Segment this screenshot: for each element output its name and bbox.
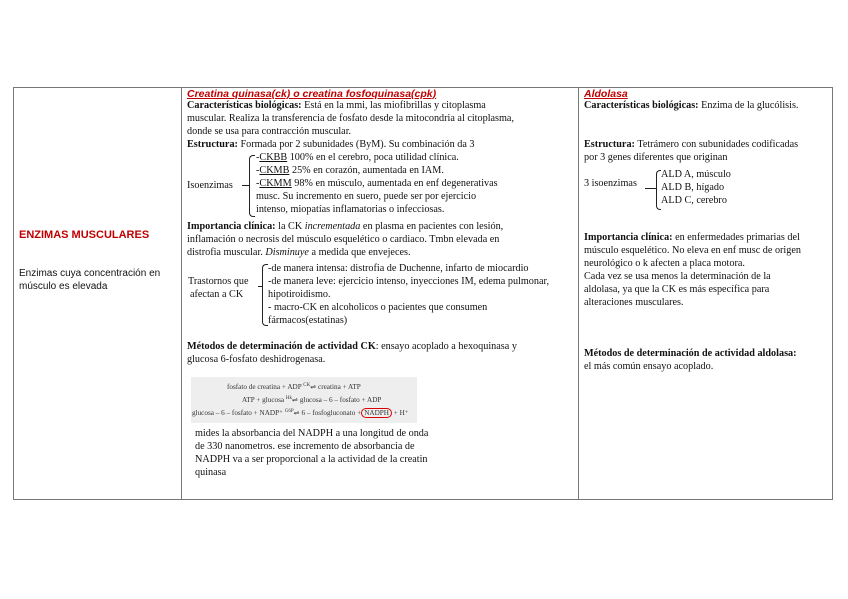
reactants: fosfato de creatina + ADP bbox=[227, 383, 302, 391]
enzyme: G6P bbox=[284, 409, 294, 414]
trastorno-item: -de manera leve: ejercicio intenso, inyecciones IM, edema pulmonar, bbox=[268, 276, 550, 287]
isoenzima-item: -CKMM 98% en músculo, aumentada en enf degenerativas bbox=[256, 178, 498, 189]
ck-caracteristicas-line: muscular. Realiza la transferencia de fosfato desde la mitocondria al citoplasma, bbox=[187, 113, 514, 124]
section-description: músculo es elevada bbox=[19, 281, 108, 292]
products: + H⁺ bbox=[393, 409, 409, 417]
products: glucosa – 6 – fosfato + ADP bbox=[299, 396, 382, 404]
trastorno-item: - macro-CK en alcoholicos o pacientes que consumen bbox=[268, 302, 488, 313]
reaction-equations-image bbox=[191, 377, 417, 423]
brace-tick bbox=[258, 286, 262, 287]
ck-metodos-line: glucosa 6-fosfato deshidrogenasa. bbox=[187, 354, 326, 365]
ald-isoenzima-item: ALD C, cerebro bbox=[661, 195, 727, 206]
enzyme: Hk bbox=[285, 396, 293, 401]
ck-importancia-line: inflamación o necrosis del músculo esquelético o cardiaco. Tmbn elevada en bbox=[187, 234, 500, 245]
ald-importancia-line: músculo esquelético. No eleva en enf musc de origen bbox=[584, 245, 801, 256]
ck-importancia bbox=[187, 221, 503, 234]
ald-importancia-line: Cada vez se usa menos la determinación de la bbox=[584, 271, 771, 282]
text: : ensayo acoplado a hexoquinasa y bbox=[375, 341, 517, 352]
text: Enzima de la glucólisis. bbox=[701, 100, 799, 111]
trastornos-label: afectan a CK bbox=[190, 289, 244, 300]
reactants: glucosa – 6 – fosfato + NADP⁺ bbox=[192, 409, 283, 417]
ck-note-line: de 330 nanometros. ese incremento de absorbancia de bbox=[195, 441, 415, 452]
reaction-3: glucosa – 6 – fosfato + NADP⁺ $^{G6P}$⇌ 6 – fosfogluconato + NADPH + H⁺ bbox=[192, 409, 409, 417]
text: Está en la mmi, las miofibrillas y citoplasma bbox=[304, 100, 486, 111]
ck-caracteristicas bbox=[187, 100, 486, 113]
reactants: ATP + glucosa bbox=[242, 396, 285, 404]
ald-metodos-label bbox=[584, 348, 797, 361]
column-divider bbox=[578, 87, 579, 500]
ald-isoenzima-item: ALD A, músculo bbox=[661, 169, 731, 180]
brace-tick bbox=[645, 188, 656, 189]
text: Tetrámero con subunidades codificadas bbox=[637, 139, 799, 150]
text: distrofia muscular. bbox=[187, 247, 263, 258]
iso-text: 25% en corazón, aumentada en IAM. bbox=[291, 165, 444, 176]
products: 6 – fosfogluconato + bbox=[301, 409, 362, 417]
iso-name: CKMM bbox=[259, 178, 292, 189]
label: Importancia clínica: bbox=[187, 221, 276, 232]
ald-estructura-line: por 3 genes diferentes que originan bbox=[584, 152, 728, 163]
reaction-2: ATP + glucosa $^{Hk}$⇌ glucosa – 6 – fosfato + ADP bbox=[242, 396, 382, 404]
label: Métodos de determinación de actividad CK bbox=[187, 341, 376, 352]
isoenzima-item: -CKBB 100% en el cerebro, poca utilidad clínica. bbox=[256, 152, 459, 163]
ald-metodos-text: el más común ensayo acoplado. bbox=[584, 361, 714, 372]
label: Estructura: bbox=[584, 139, 635, 150]
ck-importancia-line bbox=[187, 247, 411, 260]
products: creatina + ATP bbox=[318, 383, 361, 391]
label: Métodos de determinación de actividad aldolasa: bbox=[584, 348, 797, 359]
label: Características biológicas: bbox=[584, 100, 699, 111]
enzyme: CK bbox=[303, 383, 311, 388]
label: Características biológicas: bbox=[187, 100, 302, 111]
trastorno-item: fármacos(estatinas) bbox=[268, 315, 348, 326]
ck-title: Creatina quinasa(ck) o creatina fosfoquinasa(cpk) bbox=[187, 88, 437, 100]
trastorno-item: -de manera intensa: distrofia de Duchenne, infarto de miocardio bbox=[268, 263, 529, 274]
iso-text: 100% en el cerebro, poca utilidad clínica. bbox=[289, 152, 459, 163]
text-italic: incrementada bbox=[304, 221, 361, 232]
iso-name: CKMB bbox=[259, 165, 290, 176]
isoenzima-cont: musc. Su incremento en suero, puede ser por ejercicio bbox=[256, 191, 477, 202]
text: Formada por 2 subunidades (ByM). Su combinación da 3 bbox=[240, 139, 475, 150]
ck-estructura bbox=[187, 139, 474, 152]
ck-isoenzimas-label: Isoenzimas bbox=[187, 180, 233, 191]
nadph-circled: NADPH bbox=[361, 408, 392, 418]
iso-text: 98% en músculo, aumentada en enf degenerativas bbox=[294, 178, 498, 189]
trastornos-label: Trastornos que bbox=[188, 276, 249, 287]
section-title: ENZIMAS MUSCULARES bbox=[19, 229, 150, 241]
ald-isoenzimas-label: 3 isoenzimas bbox=[584, 178, 637, 189]
trastorno-item: hipotiroidismo. bbox=[268, 289, 331, 300]
ald-importancia bbox=[584, 232, 800, 245]
section-description: Enzimas cuya concentración en bbox=[19, 268, 161, 279]
iso-name: CKBB bbox=[259, 152, 288, 163]
isoenzima-cont: intenso, miopatías inflamatorias o infecciosas. bbox=[256, 204, 445, 215]
ald-isoenzima-item: ALD B, hígado bbox=[661, 182, 725, 193]
ald-title: Aldolasa bbox=[584, 88, 628, 100]
ck-note-line: mides la absorbancia del NADPH a una longitud de onda bbox=[195, 428, 429, 439]
label: Estructura: bbox=[187, 139, 238, 150]
text: la CK bbox=[278, 221, 303, 232]
isoenzima-item: -CKMB 25% en corazón, aumentada en IAM. bbox=[256, 165, 444, 176]
ck-note-line: quinasa bbox=[195, 467, 227, 478]
text: en enfermedades primarias del bbox=[675, 232, 800, 243]
ald-estructura bbox=[584, 139, 798, 152]
brace-tick bbox=[242, 185, 249, 186]
ald-importancia-line: aldolasa, ya que la CK es más específica para bbox=[584, 284, 770, 295]
ck-note-line: NADPH va a ser proporcional a la actividad de la creatin bbox=[195, 454, 428, 465]
ald-importancia-line: neurológico o k afecten a placa motora. bbox=[584, 258, 745, 269]
ald-importancia-line: alteraciones musculares. bbox=[584, 297, 684, 308]
text: a medida que envejeces. bbox=[311, 247, 411, 258]
text-italic: Disminuye bbox=[265, 247, 309, 258]
reaction-1: fosfato de creatina + ADP $^{CK}$⇌ creatina + ATP bbox=[227, 383, 361, 391]
ck-metodos bbox=[187, 341, 517, 354]
ald-caracteristicas bbox=[584, 100, 798, 113]
text: en plasma en pacientes con lesión, bbox=[362, 221, 504, 232]
column-divider bbox=[181, 87, 182, 500]
label: Importancia clínica: bbox=[584, 232, 673, 243]
brace bbox=[249, 155, 255, 217]
ck-caracteristicas-line: donde se usa para contracción muscular. bbox=[187, 126, 352, 137]
